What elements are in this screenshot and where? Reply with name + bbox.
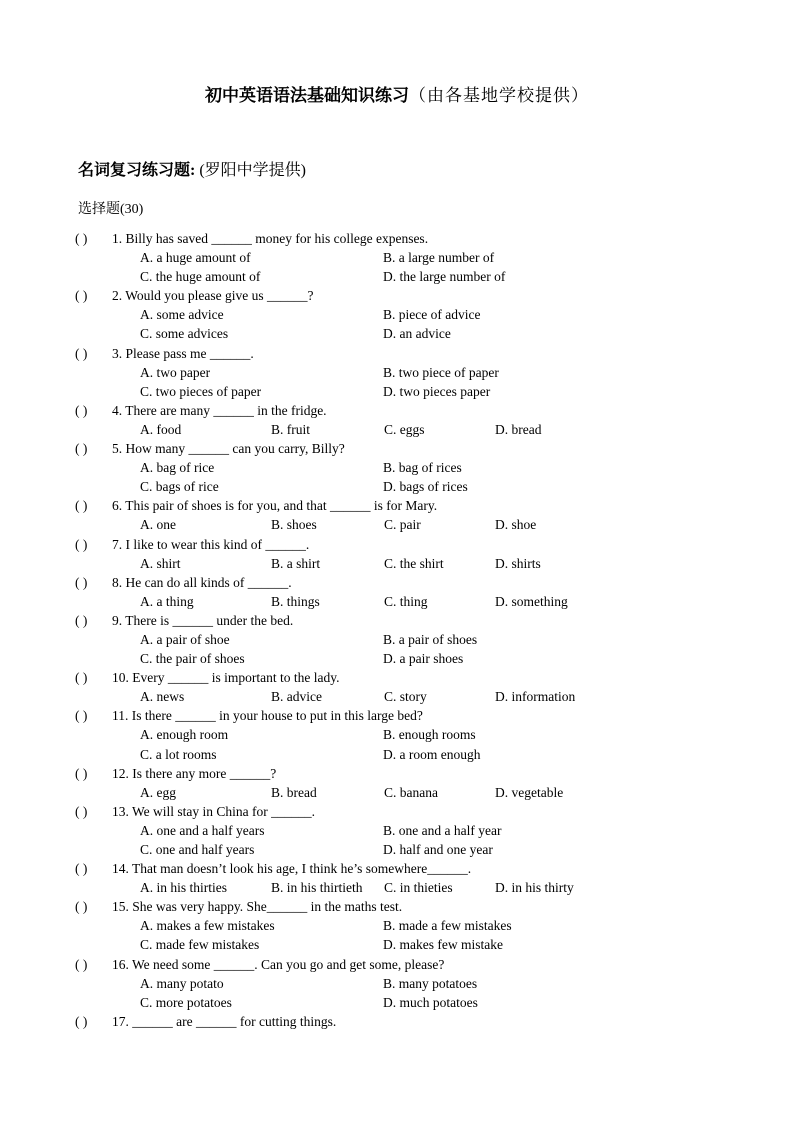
- answer-blank: ( ): [75, 899, 88, 915]
- answer-blank: ( ): [75, 1013, 88, 1029]
- options-line: [75, 420, 775, 439]
- option: B. advice: [271, 689, 322, 705]
- options-line: [75, 554, 775, 573]
- option: A. many potato: [140, 975, 224, 991]
- option: C. the huge amount of: [140, 269, 261, 285]
- option: B. piece of advice: [383, 307, 481, 323]
- options-line: [75, 821, 775, 840]
- question-stem: 14. That man doesn’t look his age, I think he’s somewhere______.: [112, 861, 472, 877]
- option: D. two pieces paper: [383, 383, 491, 399]
- answer-blank: ( ): [75, 574, 88, 590]
- option: A. food: [140, 421, 182, 437]
- option: D. the large number of: [383, 269, 506, 285]
- answer-blank: ( ): [75, 231, 88, 246]
- option: A. some advice: [140, 307, 224, 323]
- question-line: [75, 897, 775, 916]
- question-stem: 9. There is ______ under the bed.: [112, 612, 294, 628]
- option: D. shoe: [495, 517, 537, 533]
- question-line: [75, 344, 775, 363]
- option: C. some advices: [140, 326, 229, 342]
- options-line: [75, 630, 775, 649]
- question-line: [75, 706, 775, 725]
- option: A. one: [140, 517, 176, 533]
- option: D. half and one year: [383, 842, 493, 857]
- options-line: [75, 363, 775, 382]
- options-line: [75, 477, 775, 496]
- option: A. egg: [140, 784, 176, 800]
- options-line: [75, 458, 775, 477]
- question-stem: 6. This pair of shoes is for you, and that ______ is for Mary.: [112, 498, 438, 514]
- option: A. bag of rice: [140, 460, 215, 476]
- question-list: [75, 229, 775, 1031]
- question-stem: 8. He can do all kinds of ______.: [112, 574, 292, 590]
- question-stem: 10. Every ______ is important to the lady.: [112, 670, 340, 686]
- question-line: [75, 802, 775, 821]
- option: B. bag of rices: [383, 460, 462, 476]
- question-stem: 13. We will stay in China for ______.: [112, 803, 316, 819]
- question-line: [75, 401, 775, 420]
- option: A. two paper: [140, 364, 211, 380]
- option: A. a pair of shoe: [140, 631, 230, 647]
- options-line: [75, 649, 775, 668]
- options-line: [75, 840, 775, 859]
- question-stem: 1. Billy has saved ______ money for his college expenses.: [112, 231, 429, 246]
- options-line: [75, 993, 775, 1012]
- option: B. a large number of: [383, 250, 495, 266]
- options-line: [75, 592, 775, 611]
- question-line: [75, 859, 775, 878]
- question-stem: 5. How many ______ can you carry, Billy?: [112, 441, 345, 457]
- option: C. two pieces of paper: [140, 383, 262, 399]
- option: A. news: [140, 689, 185, 705]
- question-stem: 12. Is there any more ______?: [112, 765, 277, 781]
- question-line: [75, 496, 775, 515]
- option: A. in his thirties: [140, 880, 227, 896]
- option: D. bags of rices: [383, 479, 468, 495]
- option: B. made a few mistakes: [383, 918, 512, 934]
- option: D. bread: [495, 421, 542, 437]
- option: B. two piece of paper: [383, 364, 499, 380]
- options-line: [75, 324, 775, 343]
- option: C. eggs: [384, 421, 425, 437]
- question-line: [75, 229, 775, 248]
- option: D. makes few mistake: [383, 937, 503, 953]
- subsection-title: 选择题(30): [78, 202, 144, 217]
- answer-blank: ( ): [75, 402, 88, 418]
- option: A. enough room: [140, 727, 229, 743]
- option: B. bread: [271, 784, 317, 800]
- option: C. bags of rice: [140, 479, 219, 495]
- option: D. something: [495, 593, 568, 609]
- option: C. thing: [384, 593, 428, 609]
- option: D. shirts: [495, 555, 541, 571]
- question-stem: 7. I like to wear this kind of ______.: [112, 536, 310, 552]
- option: B. many potatoes: [383, 975, 478, 991]
- question-stem: 17. ______ are ______ for cutting things.: [112, 1013, 337, 1029]
- answer-blank: ( ): [75, 803, 88, 819]
- option: C. banana: [384, 784, 438, 800]
- option: C. in thieties: [384, 880, 453, 896]
- answer-blank: ( ): [75, 441, 88, 457]
- option: B. a pair of shoes: [383, 631, 478, 647]
- option: C. one and half years: [140, 842, 255, 857]
- section-title-note: (罗阳中学提供): [195, 162, 307, 179]
- option: B. a shirt: [271, 555, 321, 571]
- answer-blank: ( ): [75, 670, 88, 686]
- options-line: [75, 248, 775, 267]
- option: B. things: [271, 593, 320, 609]
- option: D. information: [495, 689, 576, 705]
- question-stem: 15. She was very happy. She______ in the maths test.: [112, 899, 403, 915]
- option: C. story: [384, 689, 427, 705]
- options-line: [75, 783, 775, 802]
- answer-blank: ( ): [75, 345, 88, 361]
- answer-blank: ( ): [75, 288, 88, 304]
- page-title-sub: （由各基地学校提供）: [409, 86, 589, 105]
- option: A. a huge amount of: [140, 250, 251, 266]
- question-line: [75, 535, 775, 554]
- options-line: [75, 382, 775, 401]
- question-stem: 16. We need some ______. Can you go and get some, please?: [112, 956, 445, 972]
- page-title-main: 初中英语语法基础知识练习: [205, 86, 409, 105]
- option: D. a pair shoes: [383, 651, 464, 667]
- option: B. enough rooms: [383, 727, 476, 743]
- option: C. more potatoes: [140, 994, 232, 1010]
- question-stem: 11. Is there ______ in your house to put in this large bed?: [112, 708, 423, 724]
- option: C. a lot rooms: [140, 746, 217, 762]
- section-title-label: 名词复习练习题:: [78, 162, 196, 179]
- question-line: [75, 611, 775, 630]
- question-line: [75, 1012, 775, 1031]
- question-line: [75, 764, 775, 783]
- question-line: [75, 668, 775, 687]
- options-line: [75, 725, 775, 744]
- option: D. a room enough: [383, 746, 481, 762]
- options-line: [75, 687, 775, 706]
- answer-blank: ( ): [75, 765, 88, 781]
- question-line: [75, 286, 775, 305]
- options-line: [75, 878, 775, 897]
- option: D. in his thirty: [495, 880, 574, 896]
- option: B. shoes: [271, 517, 317, 533]
- option: C. the pair of shoes: [140, 651, 245, 667]
- option: C. pair: [384, 517, 421, 533]
- option: B. fruit: [271, 421, 310, 437]
- option: C. made few mistakes: [140, 937, 260, 953]
- question-line: [75, 573, 775, 592]
- section-title: [78, 160, 306, 182]
- question-stem: 3. Please pass me ______.: [112, 345, 254, 361]
- answer-blank: ( ): [75, 612, 88, 628]
- option: D. vegetable: [495, 784, 564, 800]
- options-line: [75, 935, 775, 954]
- question-line: [75, 955, 775, 974]
- option: C. the shirt: [384, 555, 444, 571]
- question-stem: 2. Would you please give us ______?: [112, 288, 314, 304]
- option: B. in his thirtieth: [271, 880, 363, 896]
- option: D. an advice: [383, 326, 451, 342]
- option: A. a thing: [140, 593, 194, 609]
- option: A. shirt: [140, 555, 181, 571]
- page-title: [0, 85, 794, 107]
- options-line: [75, 515, 775, 534]
- answer-blank: ( ): [75, 498, 88, 514]
- answer-blank: ( ): [75, 861, 88, 877]
- options-line: [75, 974, 775, 993]
- options-line: [75, 916, 775, 935]
- question-stem: 4. There are many ______ in the fridge.: [112, 402, 327, 418]
- options-line: [75, 267, 775, 286]
- options-line: [75, 745, 775, 764]
- answer-blank: ( ): [75, 708, 88, 724]
- option: A. makes a few mistakes: [140, 918, 275, 934]
- option: B. one and a half year: [383, 822, 502, 838]
- answer-blank: ( ): [75, 536, 88, 552]
- answer-blank: ( ): [75, 956, 88, 972]
- options-line: [75, 305, 775, 324]
- question-line: [75, 439, 775, 458]
- option: D. much potatoes: [383, 994, 478, 1010]
- option: A. one and a half years: [140, 822, 265, 838]
